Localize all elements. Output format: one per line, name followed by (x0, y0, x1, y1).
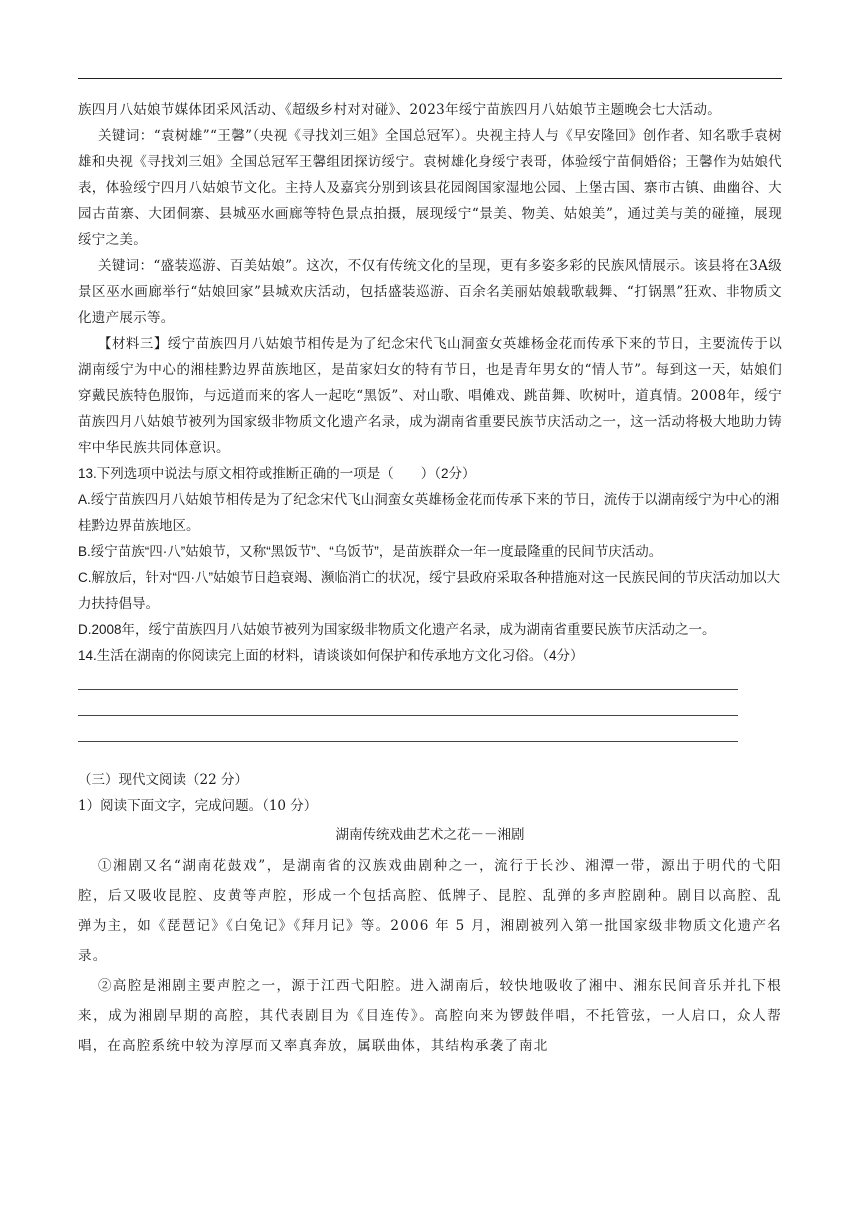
header-rule (78, 78, 782, 79)
article-paragraph-1: ①湘剧又名“湖南花鼓戏”，是湖南省的汉族戏曲剧种之一，流行于长沙、湘潭一带，源出于明代的弋阳腔，后又吸收昆腔、皮黄等声腔，形成一个包括高腔、低牌子、昆腔、乱弹的多声腔剧种。剧目以高腔、乱弹为主，如《琵琶记》《白兔记》《拜月记》等。2006 年 5 月，湘剧被列入第一批国家级非物质文化遗产名录。 (78, 858, 782, 964)
answer-line[interactable] (78, 741, 738, 742)
option-c: C.解放后，针对“四·八”姑娘节日趋衰竭、濒临消亡的状况，绥宁县政府采取各种措施对这一民族民间的节庆活动加以大力扶持倡导。 (78, 570, 780, 611)
section-heading: （三）现代文阅读（22 分） (78, 772, 248, 788)
question-14: 14.生活在湖南的你阅读完上面的材料，请谈谈如何保护和传承地方文化习俗。（4分） (78, 648, 584, 663)
option-d: D.2008年，绥宁苗族四月八姑娘节被列为国家级非物质文化遗产名录，成为湖南省重要民族节庆活动之一。 (78, 622, 716, 637)
section-subheading: 1）阅读下面文字，完成问题。（10 分） (78, 798, 318, 814)
paragraph-continuation: 族四月八姑娘节媒体团采风活动、《超级乡村对对碰》、2023年绥宁苗族四月八姑娘节主题晚会七大活动。 (78, 102, 722, 118)
option-a: A.绥宁苗族四月八姑娘节相传是为了纪念宋代飞山洞蛮女英雄杨金花而传承下来的节日，流传于以湖南绥宁为中心的湘桂黔边界苗族地区。 (78, 492, 780, 533)
article-title: 湖南传统戏曲艺术之花－－湘剧 (335, 827, 525, 843)
question-13: 13.下列选项中说法与原文相符或推断正确的一项是（ ）（2分） (78, 466, 476, 481)
document-body (78, 97, 782, 1061)
answer-line[interactable] (78, 715, 738, 716)
paragraph-keyword-2: 关键词：“盛装巡游、百美姑娘”。这次，不仅有传统文化的呈现，更有多姿多彩的民族风情展示。该县将在3A级景区巫水画廊举行“姑娘回家”县城欢庆活动，包括盛装巡游、百余名美丽姑娘载歌载舞、“打锅黑”狂欢、非物质文化遗产展示等。 (78, 258, 782, 326)
article-paragraph-2: ②高腔是湘剧主要声腔之一，源于江西弋阳腔。进入湖南后，较快地吸收了湘中、湘东民间音乐并扎下根来，成为湘剧早期的高腔，其代表剧目为《目连传》。高腔向来为锣鼓伴唱，不托管弦，一人启口，众人帮唱，在高腔系统中较为淳厚而又率真奔放，属联曲体，其结构承袭了南北 (78, 978, 782, 1054)
paragraph-material-3: 【材料三】绥宁苗族四月八姑娘节相传是为了纪念宋代飞山洞蛮女英雄杨金花而传承下来的节日，主要流传于以湖南绥宁为中心的湘桂黔边界苗族地区，是苗家妇女的特有节日，也是青年男女的“情人节”。每到这一天，姑娘们穿戴民族特色服饰，与远道而来的客人一起吃“黑饭”、对山歌、唱傩戏、跳苗舞、吹树叶，道真情。2008年，绥宁苗族四月八姑娘节被列为国家级非物质文化遗产名录，成为湖南省重要民族节庆活动之一，这一活动将极大地助力铸牢中华民族共同体意识。 (78, 336, 782, 456)
option-b: B.绥宁苗族“四·八”姑娘节，又称“黑饭节”、“乌饭节”，是苗族群众一年一度最隆重的民间节庆活动。 (78, 544, 663, 559)
answer-line[interactable] (78, 689, 738, 690)
paragraph-keyword-1: 关键词：“袁树雄”“王馨”（央视《寻找刘三姐》全国总冠军）。央视主持人与《早安隆回》创作者、知名歌手袁树雄和央视《寻找刘三姐》全国总冠军王馨组团探访绥宁。袁树雄化身绥宁表哥，体验绥宁苗侗婚俗；王馨作为姑娘代表，体验绥宁四月八姑娘节文化。主持人及嘉宾分别到该县花园阁国家湿地公园、上堡古国、寨市古镇、曲幽谷、大园古苗寨、大团侗寨、县城巫水画廊等特色景点拍摄，展现绥宁“景美、物美、姑娘美”，通过美与美的碰撞，展现绥宁之美。 (78, 128, 782, 248)
answer-blanks (78, 689, 782, 742)
